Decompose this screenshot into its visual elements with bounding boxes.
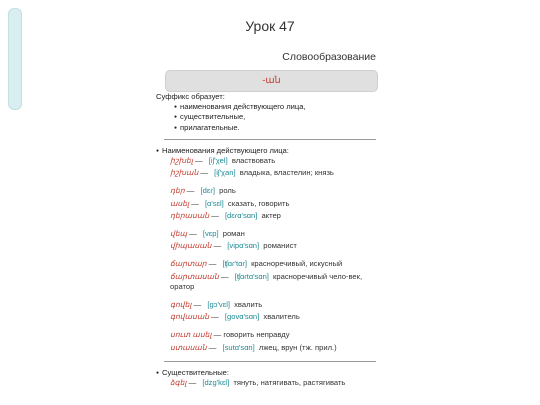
word-row	[170, 241, 376, 251]
armenian-word: ճարտասան	[170, 271, 219, 281]
translation: красноречивый чело-век, оратор	[170, 271, 363, 291]
translation: лжец, врун (тж. прил.)	[258, 342, 337, 352]
armenian-word: վեպ	[170, 229, 188, 239]
translation: романист	[263, 241, 297, 251]
armenian-word: իշխել	[170, 156, 193, 166]
list-item: ● существительные,	[174, 112, 376, 122]
word-group	[170, 229, 376, 251]
dash: —	[213, 330, 222, 340]
translation: сказать, говорить	[227, 198, 290, 208]
armenian-word: դեր	[170, 186, 185, 196]
armenian-word: գովել	[170, 300, 192, 310]
armenian-word: ասել	[170, 198, 190, 208]
dash: —	[186, 186, 195, 196]
dash: —	[189, 229, 197, 239]
translation: роман	[222, 229, 245, 239]
word-row	[170, 186, 376, 196]
suffix-box: -ան	[165, 70, 378, 92]
armenian-word: դերասան	[170, 210, 210, 220]
dash: —	[211, 312, 219, 322]
dash: —	[188, 378, 197, 388]
translation: актер	[261, 210, 281, 220]
word-row	[170, 259, 376, 269]
word-row	[170, 300, 376, 310]
word-group	[170, 259, 376, 292]
word-row	[170, 378, 376, 388]
translation: владыка, властелин; князь	[239, 168, 334, 178]
lesson-title: Урок 47	[245, 18, 295, 34]
dash: —	[200, 168, 208, 178]
translation: говорить неправду	[223, 330, 290, 340]
transcription: [sutɑ'sɑn]	[222, 342, 255, 352]
translation: хвалитель	[263, 312, 300, 322]
transcription: [ʧɑɾtɑ'sɑn]	[234, 271, 269, 281]
transcription: [vɛp]	[202, 229, 219, 239]
armenian-word: գովասան	[170, 312, 210, 322]
translation: роль	[219, 186, 236, 196]
transcription: [govɑ'sɑn]	[224, 312, 260, 322]
armenian-word: ձգել	[170, 378, 187, 388]
transcription: [ɑ'sɛl]	[204, 198, 224, 208]
word-group	[170, 378, 376, 388]
word-row	[170, 272, 376, 292]
dash: —	[193, 300, 202, 310]
category-heading: ● Наименования действующего лица:	[156, 146, 376, 156]
translation: красноречивый, искусный	[251, 259, 343, 269]
transcription: [iʃ'χel]	[208, 156, 228, 166]
word-row	[170, 168, 376, 178]
dash: —	[208, 342, 217, 352]
armenian-word: իշխան	[170, 168, 199, 178]
word-row	[170, 343, 376, 353]
divider	[164, 139, 376, 140]
word-groups	[156, 156, 376, 353]
transcription: [gɔ'vɛl]	[207, 300, 230, 310]
category-heading: ● Существительные:	[156, 368, 376, 378]
armenian-word: ստասան	[170, 342, 207, 352]
divider	[164, 361, 376, 362]
intro-text: Суффикс образует:	[156, 92, 225, 101]
word-row	[170, 330, 376, 340]
word-group	[170, 300, 376, 322]
word-row	[170, 211, 376, 221]
section-title: Словообразование	[282, 51, 376, 63]
dash: —	[208, 259, 217, 269]
translation: тянуть, натягивать, растягивать	[233, 378, 346, 388]
word-row	[170, 156, 376, 166]
functions-list	[156, 102, 376, 133]
transcription: [iʃ'χan]	[214, 168, 236, 178]
transcription: [ʧɑɾ'tɑɾ]	[222, 259, 247, 269]
armenian-word: վիպասան	[170, 241, 212, 251]
list-item: ● прилагательные.	[174, 123, 376, 133]
dash: —	[213, 241, 222, 251]
armenian-word: սուտ ասել	[170, 330, 212, 340]
word-group	[170, 330, 376, 352]
word-row	[170, 229, 376, 239]
dash: —	[191, 198, 199, 208]
translation: хвалить	[234, 300, 263, 310]
dash: —	[220, 271, 229, 281]
list-item: ● наименования действующего лица,	[174, 102, 376, 112]
dash: —	[211, 210, 219, 220]
armenian-word: ճարտար	[170, 259, 207, 269]
word-row	[170, 199, 376, 209]
transcription: [vipɑ'sɑn]	[227, 241, 260, 251]
transcription: [dɛɾɑ'sɑn]	[224, 210, 258, 220]
lesson-content	[156, 92, 376, 396]
transcription: [dɛɾ]	[200, 186, 215, 196]
translation: властвовать	[231, 156, 276, 166]
dash: —	[195, 156, 203, 166]
word-group	[170, 156, 376, 178]
word-row	[170, 312, 376, 322]
transcription: [dzɡ'kɛl]	[202, 378, 230, 388]
word-group	[170, 186, 376, 221]
